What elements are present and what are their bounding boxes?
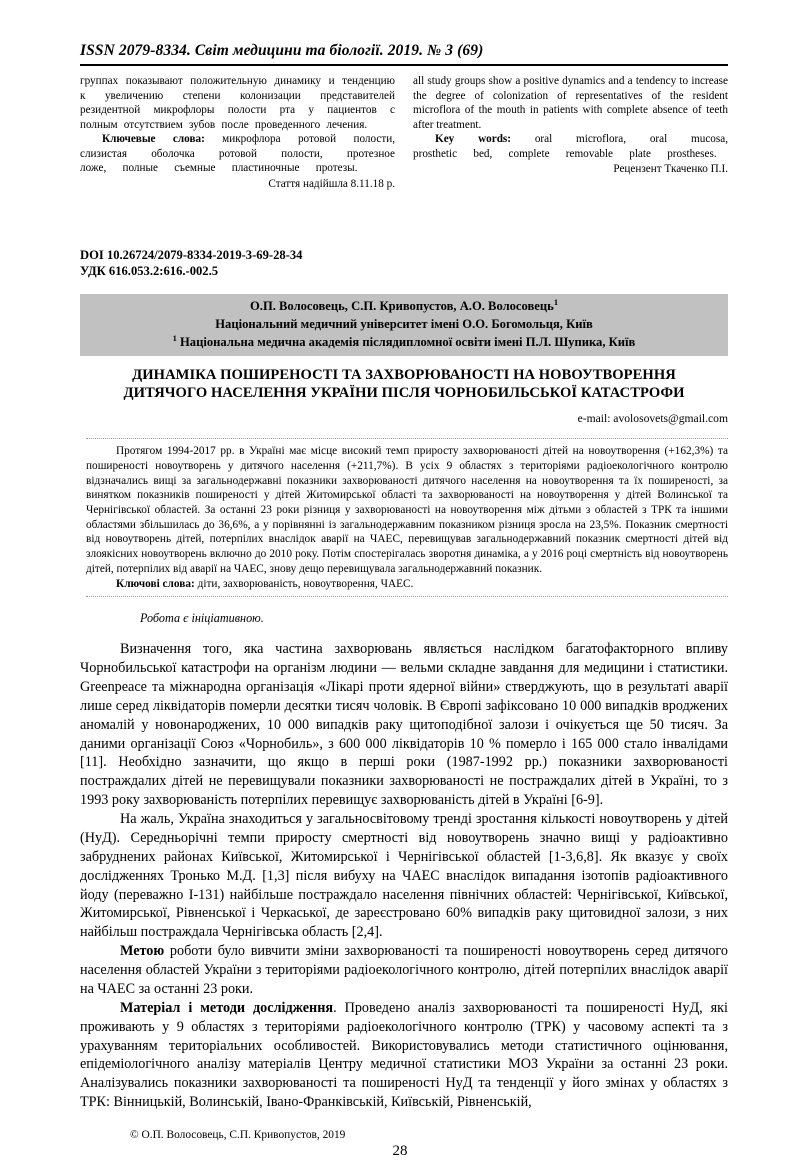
abstract-keywords bbox=[86, 577, 728, 592]
authors-affiliation-band bbox=[80, 294, 728, 356]
keywords-ru bbox=[80, 132, 395, 176]
abstract-keywords-text: діти, захворюваність, новоутворення, ЧАЕС. bbox=[194, 578, 414, 591]
page-number: 28 bbox=[392, 1143, 408, 1159]
reviewer-line: Рецензент Ткаченко П.І. bbox=[613, 163, 728, 176]
article-title bbox=[86, 367, 722, 403]
abstract-ru-body: группах показывают положительную динамику и тенденцию к увеличению степени колонизации представителей резидентной микрофлоры полости рта у пациентов с полным отсутствием зубов после проведенного лечения. bbox=[80, 75, 395, 131]
body-paragraph-text: роботи було вивчити зміни захворюваності та поширеності новоутворень серед дитячого населення областей України з територіями радіоекологічного контролю, дітей потерпілих внаслідок аварії на ЧАЕС за останні 23 роки. bbox=[80, 943, 728, 997]
affiliation-1: Національний медичний університет імені О.О. Богомольця, Київ bbox=[215, 317, 593, 332]
affiliation-2 bbox=[84, 333, 724, 351]
article-title-line-2: ДИТЯЧОГО НАСЕЛЕННЯ УКРАЇНИ ПІСЛЯ ЧОРНОБИЛЬСЬКОЇ КАТАСТРОФИ bbox=[123, 384, 685, 401]
abstract-text: Протягом 1994-2017 рр. в Україні має місце високий темп приросту захворюваності дітей на новоутворення (+162,3%) та поширеності новоутворень у дитячого населення (+211,7%). В усіх 9 областях з територіями радіоекологічного контролю відзначались вищі за загальнодержавні показники захворюваності дитячого населення на новоутворення та їх поширеності, за винятком показників поширеності у дітей Житомирської області та захворюваності на новоутворення у дітей Волинської та Чернігівської областей. За останні 23 роки різниця у захворюваності на новоутворення між дітьми з областей з ТРК та іншими областями збільшилась до 36,6%, а у порівнянні із загальнодержавним показником різниця зросла на 23,5%. Показник смертності від новоутворень дітей, потерпілих внаслідок аварії на ЧАЕС, перевищував загальнодержавний показник смертності дітей від злоякісних новоутворень включно до 2010 року. Потім спостерігалась зворотня динаміка, а у 2016 році смертність від новоутворень дітей, потерпілих від аварії на ЧАЕС, знову дещо перевищувала загальнодержавний показник. bbox=[86, 445, 728, 575]
article-title-line-1: ДИНАМІКА ПОШИРЕНОСТІ ТА ЗАХВОРЮВАНОСТІ НА НОВОУТВОРЕННЯ bbox=[132, 366, 676, 383]
copyright-line: © О.П. Волосовець, С.П. Кривопустов, 2019 bbox=[130, 1129, 346, 1141]
document-page bbox=[0, 42, 800, 1174]
body-paragraph-text: . Проведено аналіз захворюваності та поширеності НуД, які проживають у 9 областях з територіями радіоекологічного контролю (ТРК) у часовому аспекті та з урахуванням територіальних особливостей. Використовувались методи статистичного оцінювання, епідеміологічного аналізу матеріалів Центру медичної статистики МОЗ України за останні 23 роки. Аналізувались показники захворюваності та поширеності НуД та тенденції у його змінах у областях з ТРК: Вінницькій, Волинській, Івано-Франківській, Київській, Рівненській, bbox=[80, 999, 728, 1111]
initiative-note: Робота є ініціативною. bbox=[140, 611, 264, 626]
article-body bbox=[80, 640, 728, 1112]
body-paragraph-text: На жаль, Україна знаходиться у загальносвітовому тренді зростання кількості новоутворень у дітей (НуД). Середньорічні темпи приросту смертності від новоутворень значно вищі у радіоактивно забруднених районах Київської, Житомирської і Чернігівської областей [1-3,6,8]. Як вказує у своїх дослідженнях Тронько М.Д. [1,3] після вибуху на ЧАЕС внаслідок випадання ізотопів радіоактивного йоду (переважно I-131) найбільше постраждало населення північних областей: Чернігівської, Київської, Житомирської, Рівненської і Черкаської, де зареєстровано 60% випадків раку щитовидної залози, з них найбільш постраждала Чернігівська область [2,4]. bbox=[80, 811, 728, 941]
received-date: Стаття надійшла 8.11.18 р. bbox=[268, 177, 395, 190]
abstract-en-body: all study groups show a positive dynamics and a tendency to increase the degree of colonization of representatives of the resident microflora of the mouth in patients with complete absence of teeth after treatment. bbox=[413, 75, 728, 131]
continued-abstract-right-column bbox=[413, 74, 728, 192]
keywords-en-text: oral microflora, oral mucosa, prosthetic bed, complete removable plate prostheses. bbox=[413, 133, 728, 160]
affiliation-2-superscript: 1 bbox=[172, 334, 177, 344]
body-paragraph bbox=[80, 942, 728, 999]
continued-abstract-left-column bbox=[80, 74, 395, 192]
running-head: ISSN 2079-8334. Світ медицини та біології. 2019. № 3 (69) bbox=[80, 42, 728, 66]
authors-line bbox=[84, 297, 724, 315]
affiliation-2-text: Національна медична академія післядипломної освіти імені П.Л. Шупика, Київ bbox=[176, 335, 636, 350]
body-paragraph-lead: Метою bbox=[120, 943, 165, 960]
contact-email: e-mail: avolosovets@gmail.com bbox=[577, 412, 728, 426]
body-paragraph-lead: Матеріал і методи дослідження bbox=[120, 999, 334, 1016]
body-paragraph bbox=[80, 810, 728, 942]
keywords-en-label: Key words: bbox=[435, 133, 512, 146]
keywords-ru-text: микрофлора ротовой полости, слизистая оболочка ротовой полости, протезное ложе, полные съемные пластиночные протезы. bbox=[80, 133, 395, 175]
body-paragraph-text: Визначення того, яка частина захворювань являється наслідком багатофакторного впливу Чорнобильської катастрофи на організм людини — вельми складне завдання для медицини і статистики. Greenpeace та міжнародна організація «Лікарі проти ядерної війни» стверджують, що в результаті аварії лише серед ліквідаторів померли десятки тисяч чоловік. В Європі зафіксовано 10 000 випадків вроджених аномалій у новонароджених, 10 000 випадків раку щитоподібної залози і очікується ще 50 тисяч. За даними організації Союз «Чорнобиль», з 600 000 ліквідаторів 10 % померло і 165 000 стало інвалідами [11]. Необхідно зазначити, що якщо в перші роки (1987-1992 рр.) показники захворюваності постраждалих дітей не перевищували показники захворюваності не постраждалих дітей в Україні, то з 1993 року захворюваність потерпілих перевищує захворюваність дітей в Україні [6-9]. bbox=[80, 641, 728, 809]
body-paragraph bbox=[80, 640, 728, 810]
page-footer bbox=[0, 1129, 800, 1160]
abstract-keywords-label: Ключові слова: bbox=[116, 578, 195, 591]
keywords-en bbox=[413, 132, 728, 161]
authors-superscript: 1 bbox=[553, 297, 558, 307]
udc-line: УДК 616.053.2:616.-002.5 bbox=[80, 264, 219, 279]
authors-names: О.П. Волосовець, С.П. Кривопустов, А.О. Волосовець bbox=[250, 298, 554, 313]
keywords-ru-label: Ключевые слова: bbox=[102, 133, 205, 146]
continued-abstract-columns bbox=[80, 74, 728, 192]
identifier-block bbox=[80, 247, 800, 280]
body-paragraph bbox=[80, 999, 728, 1112]
doi-line: DOI 10.26724/2079-8334-2019-3-69-28-34 bbox=[80, 247, 303, 262]
abstract-block bbox=[86, 438, 728, 597]
